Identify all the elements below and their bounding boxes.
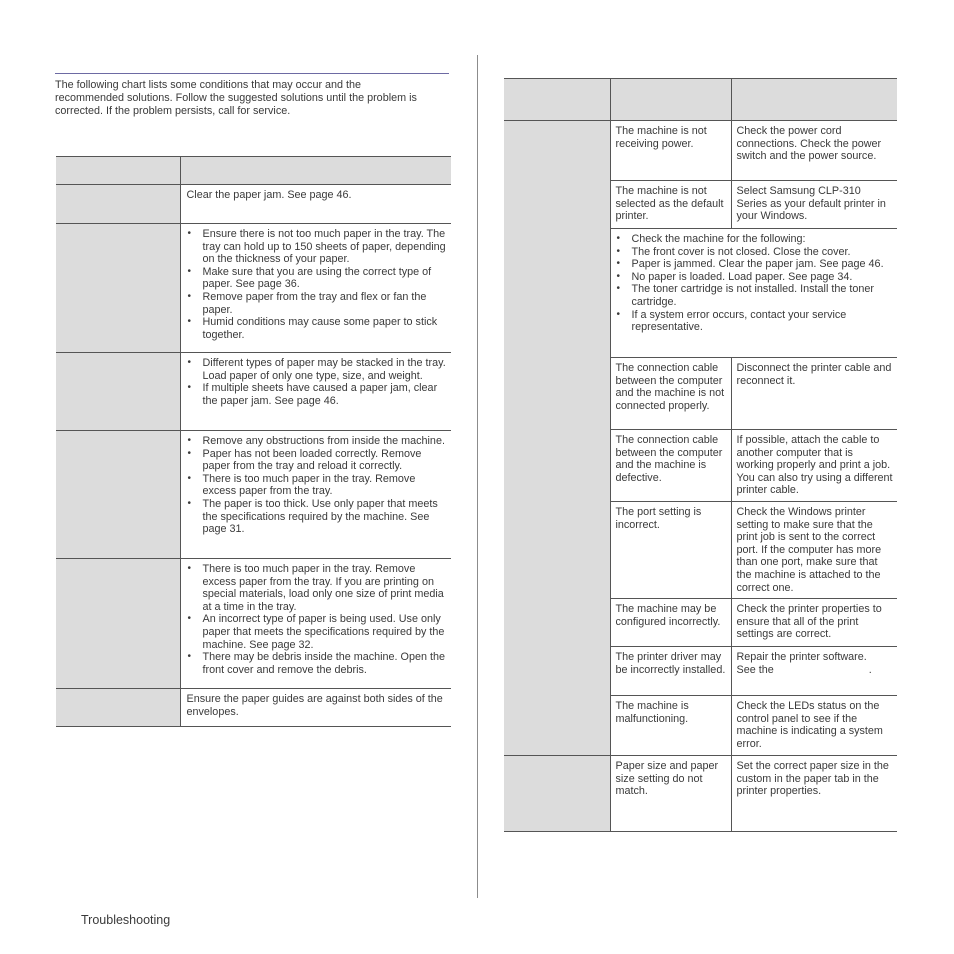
solution-cell: [731, 358, 897, 430]
footer-label: Troubleshooting: [81, 913, 171, 927]
list-item: • Remove paper from the tray and flex or fan the paper.: [187, 291, 447, 316]
condition-cell: [56, 185, 180, 224]
solution-text: Select Samsung CLP-310 Series as your default printer in your Windows.: [736, 185, 886, 223]
condition-cell: [504, 756, 610, 832]
paper-feeding-table: [56, 156, 451, 727]
solution-text: Set the correct paper size in the custom in the paper tab in the printer properties.: [736, 760, 889, 798]
table-row: [56, 353, 451, 431]
condition-cell: [56, 559, 180, 689]
list-item: • The front cover is not closed. Close the cover.: [616, 246, 894, 259]
condition-cell: [504, 121, 610, 756]
list-item: • Ensure there is not too much paper in the tray. The tray can hold up to 150 sheets of paper, depending on the thickness of your paper.: [187, 228, 447, 266]
solution-cell: [180, 431, 451, 559]
list-item: • The toner cartridge is not installed. Install the toner cartridge.: [616, 283, 894, 308]
solution-text: See the: [736, 663, 774, 676]
header-cause: [610, 79, 731, 121]
solution-cell: [731, 502, 897, 599]
cause-text: The machine may be configured incorrectly.: [615, 603, 721, 628]
solution-cell: [180, 559, 451, 689]
cause-text: The port setting is incorrect.: [615, 506, 702, 531]
cause-cell: [610, 599, 731, 647]
solution-cell: [731, 121, 897, 181]
list-item: • The paper is too thick. Use only paper that meets the specifications required by the machine. See page 31.: [187, 498, 447, 536]
cause-text: The connection cable between the computer and the machine is not connected properly.: [615, 362, 725, 412]
cause-cell: [610, 647, 731, 696]
list-item: • Check the machine for the following:: [616, 233, 894, 246]
cause-text: The machine is not selected as the default printer.: [615, 185, 724, 223]
list-item: • There is too much paper in the tray. Remove excess paper from the tray. If you are printing on special materials, load only one size of print media at a time in the tray.: [187, 563, 447, 613]
solution-text: Check the Windows printer setting to make sure that the print job is sent to the correct port. If the computer has more than one port, make sure that the machine is attached to the correct one.: [736, 506, 882, 594]
table-row: [56, 224, 451, 353]
cause-text: The machine is malfunctioning.: [615, 700, 689, 725]
solution-cell: [731, 696, 897, 756]
condition-cell: [56, 224, 180, 353]
list-item: • If multiple sheets have caused a paper jam, clear the paper jam. See page 46.: [187, 382, 447, 407]
list-item: • Remove any obstructions from inside the machine.: [187, 435, 447, 448]
table-row: [56, 559, 451, 689]
table-row: [504, 121, 897, 181]
section-rule: [55, 73, 449, 74]
solution-text: .: [868, 663, 872, 676]
list-item: • There may be debris inside the machine. Open the front cover and remove the debris.: [187, 651, 447, 676]
cause-cell: [610, 502, 731, 599]
solution-cell: [180, 353, 451, 431]
list-item: • If a system error occurs, contact your service representative.: [616, 309, 894, 334]
cause-cell: [610, 430, 731, 502]
solution-cell: [731, 599, 897, 647]
solution-text: Check the LEDs status on the control panel to see if the machine is indicating a system error.: [736, 700, 883, 750]
list-item: • Humid conditions may cause some paper to stick together.: [187, 316, 447, 341]
condition-cell: [56, 353, 180, 431]
table-row: [504, 756, 897, 832]
table-row: [56, 689, 451, 727]
list-item: • An incorrect type of paper is being used. Use only paper that meets the specifications required by the machine. See page 32.: [187, 613, 447, 651]
header-solution: [731, 79, 897, 121]
cause-text: The machine is not receiving power.: [615, 125, 707, 150]
solution-cell: [180, 224, 451, 353]
cause-cell: [610, 181, 731, 229]
solution-cell: [610, 229, 897, 358]
table-row: [56, 431, 451, 559]
column-divider: [477, 55, 478, 898]
solution-cell: [180, 689, 451, 727]
cause-cell: [610, 121, 731, 181]
cause-cell: [610, 756, 731, 832]
solution-cell: [731, 647, 897, 696]
cause-text: The connection cable between the computer and the machine is defective.: [615, 434, 723, 484]
cause-cell: [610, 358, 731, 430]
intro-paragraph: [55, 79, 455, 118]
solution-cell: [731, 756, 897, 832]
cause-text: Paper size and paper size setting do not match.: [615, 760, 719, 798]
intro-line: recommended solutions. Follow the suggested solutions until the problem is: [55, 92, 417, 104]
list-item: • Make sure that you are using the correct type of paper. See page 36.: [187, 266, 447, 291]
table-row: [56, 185, 451, 224]
solution-text: Repair the printer software.: [736, 651, 867, 664]
list-item: • There is too much paper in the tray. Remove excess paper from the tray.: [187, 473, 447, 498]
condition-cell: [56, 689, 180, 727]
solution-text: Ensure the paper guides are against both sides of the envelopes.: [186, 693, 443, 718]
condition-cell: [56, 431, 180, 559]
solution-text: Check the printer properties to ensure that all of the print settings are correct.: [736, 603, 882, 641]
solution-cell: [731, 181, 897, 229]
list-item: • Different types of paper may be stacked in the tray. Load paper of only one type, size, and weight.: [187, 357, 447, 382]
header-condition: [56, 157, 180, 185]
solution-text: Check the power cord connections. Check the power switch and the power source.: [736, 125, 882, 163]
intro-line: The following chart lists some conditions that may occur and the: [55, 79, 362, 91]
header-condition: [504, 79, 610, 121]
intro-line: corrected. If the problem persists, call for service.: [55, 105, 291, 117]
cause-text: The printer driver may be incorrectly installed.: [615, 651, 726, 676]
solution-cell: [731, 430, 897, 502]
printing-problems-table: [504, 78, 897, 832]
list-item: • Paper is jammed. Clear the paper jam. See page 46.: [616, 258, 894, 271]
solution-text: If possible, attach the cable to another computer that is working properly and print a job. You can also try using a different printer cable.: [736, 434, 893, 497]
solution-text: Clear the paper jam. See page 46.: [186, 189, 352, 201]
header-solution: [180, 157, 451, 185]
list-item: • No paper is loaded. Load paper. See page 34.: [616, 271, 894, 284]
cause-cell: [610, 696, 731, 756]
solution-cell: [180, 185, 451, 224]
solution-text: Disconnect the printer cable and reconnect it.: [736, 362, 892, 387]
list-item: • Paper has not been loaded correctly. Remove paper from the tray and reload it correctly.: [187, 448, 447, 473]
